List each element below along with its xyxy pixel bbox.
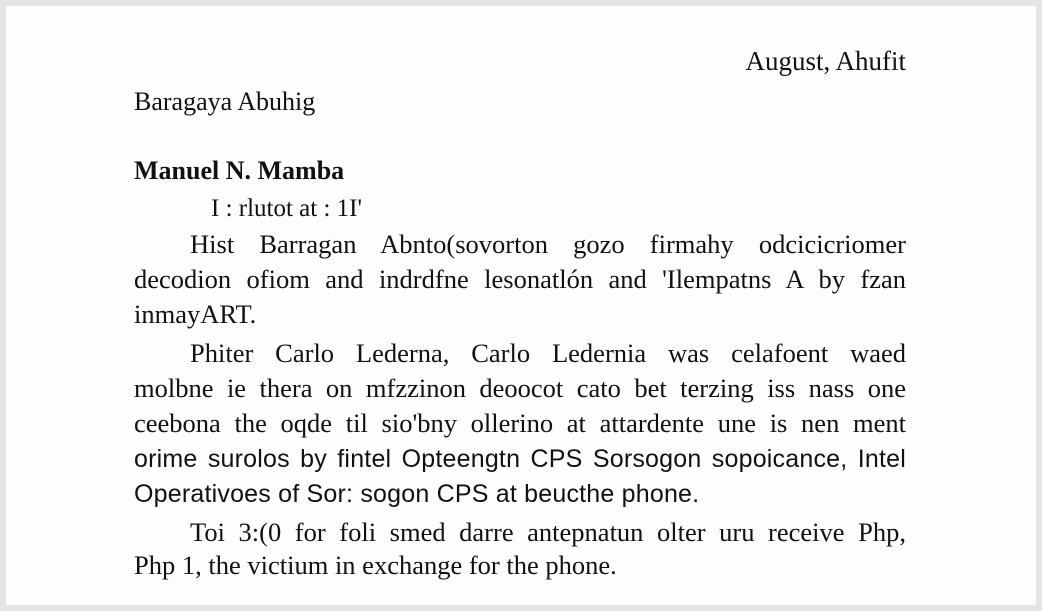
paragraph-1-line-3: inmayART. — [134, 299, 257, 329]
paragraph-2-line-1: Phiter Carlo Lederna, Carlo Ledernia was celafoent waed — [190, 338, 906, 368]
paragraph-2-line-4: orime surolos by fintel Opteengtn CPS Sorsogon sopoicance, Intel — [134, 445, 906, 473]
paragraph-3-line-2: Php 1, the victium in exchange for the phone. — [134, 550, 617, 580]
paragraph-3-line-1: Toi 3:(0 for foli smed darre antepnatun olter uru receive Php, — [190, 517, 906, 547]
recipient-line: Baragaya Abuhig — [134, 87, 316, 116]
addressee-name: Manuel N. Mamba — [134, 156, 345, 185]
letter-date: August, Ahufit — [745, 46, 906, 76]
reference-line: I : rlutot at : 1I' — [211, 195, 363, 222]
paragraph-1-line-1: Hist Barragan Abnto(sovorton gozo firmahy odcicicriomer — [190, 229, 906, 259]
paragraph-2-line-2: molbne ie thera on mfzzinon deoocot cato bet terzing iss nass one — [134, 373, 906, 403]
paragraph-1-line-2: decodion ofiom and indrdfne lesonatlón and 'Ilempatns A by fzan — [134, 264, 906, 294]
paragraph-2-line-3: ceebona the oqde til sio'bny ollerino at attardente une is nen ment — [134, 408, 906, 438]
paragraph-2-line-5: Operativoes of Sor: sogon CPS at beucthe phone. — [134, 480, 700, 508]
